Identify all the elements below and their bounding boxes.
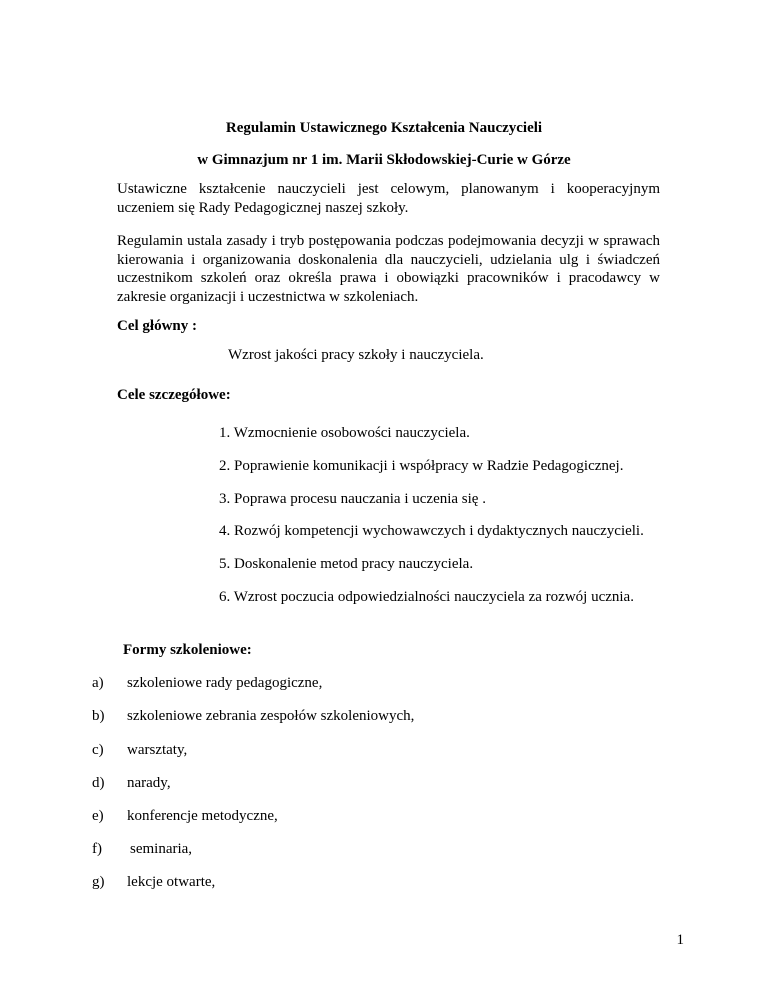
specific-goals-heading: Cele szczegółowe: bbox=[117, 387, 231, 403]
training-form-text: seminaria, bbox=[130, 841, 193, 857]
training-form-text: narady, bbox=[127, 775, 171, 791]
training-form-letter: a) bbox=[92, 675, 104, 691]
specific-goal-item: 2. Poprawienie komunikacji i współpracy w Radzie Pedagogicznej. bbox=[219, 458, 624, 474]
training-form-letter: d) bbox=[92, 775, 105, 791]
specific-goal-item: 1. Wzmocnienie osobowości nauczyciela. bbox=[219, 425, 470, 441]
specific-goal-item: 3. Poprawa procesu nauczania i uczenia się . bbox=[219, 491, 486, 507]
page-number: 1 bbox=[676, 932, 684, 948]
training-form-text: szkoleniowe zebrania zespołów szkoleniowych, bbox=[127, 708, 415, 724]
training-form-letter: c) bbox=[92, 742, 104, 758]
training-forms-heading: Formy szkoleniowe: bbox=[123, 642, 252, 658]
main-goal-heading: Cel główny : bbox=[117, 318, 197, 334]
specific-goal-item: 5. Doskonalenie metod pracy nauczyciela. bbox=[219, 556, 474, 572]
rules-paragraph: Regulamin ustala zasady i tryb postępowania podczas podejmowania decyzji w sprawach kierowania i organizowania doskonalenia dla nauczycieli, udzielania ulg i świadczeń uczestnikom szkoleń oraz określa prawa i obowiązki pracowników i pracodawcy w zakresie organizacji i uczestnictwa w szkoleniach. bbox=[117, 233, 660, 305]
main-goal-text: Wzrost jakości pracy szkoły i nauczyciela. bbox=[228, 347, 484, 363]
document-title-line2: w Gimnazjum nr 1 im. Marii Skłodowskiej-Curie w Górze bbox=[197, 152, 571, 168]
document-title-line1: Regulamin Ustawicznego Kształcenia Nauczycieli bbox=[225, 120, 543, 136]
training-form-letter: f) bbox=[92, 841, 102, 857]
specific-goal-item: 6. Wzrost poczucia odpowiedzialności nauczyciela za rozwój ucznia. bbox=[219, 589, 634, 605]
specific-goal-item: 4. Rozwój kompetencji wychowawczych i dydaktycznych nauczycieli. bbox=[219, 523, 644, 539]
intro-paragraph: Ustawiczne kształcenie nauczycieli jest celowym, planowanym i kooperacyjnym uczeniem się Rady Pedagogicznej naszej szkoły. bbox=[117, 181, 660, 216]
training-form-letter: b) bbox=[92, 708, 105, 724]
training-form-text: szkoleniowe rady pedagogiczne, bbox=[127, 675, 323, 691]
training-form-text: lekcje otwarte, bbox=[127, 874, 216, 890]
training-form-text: warsztaty, bbox=[127, 742, 188, 758]
training-form-text: konferencje metodyczne, bbox=[127, 808, 278, 824]
training-form-letter: g) bbox=[92, 874, 105, 890]
training-form-letter: e) bbox=[92, 808, 104, 824]
